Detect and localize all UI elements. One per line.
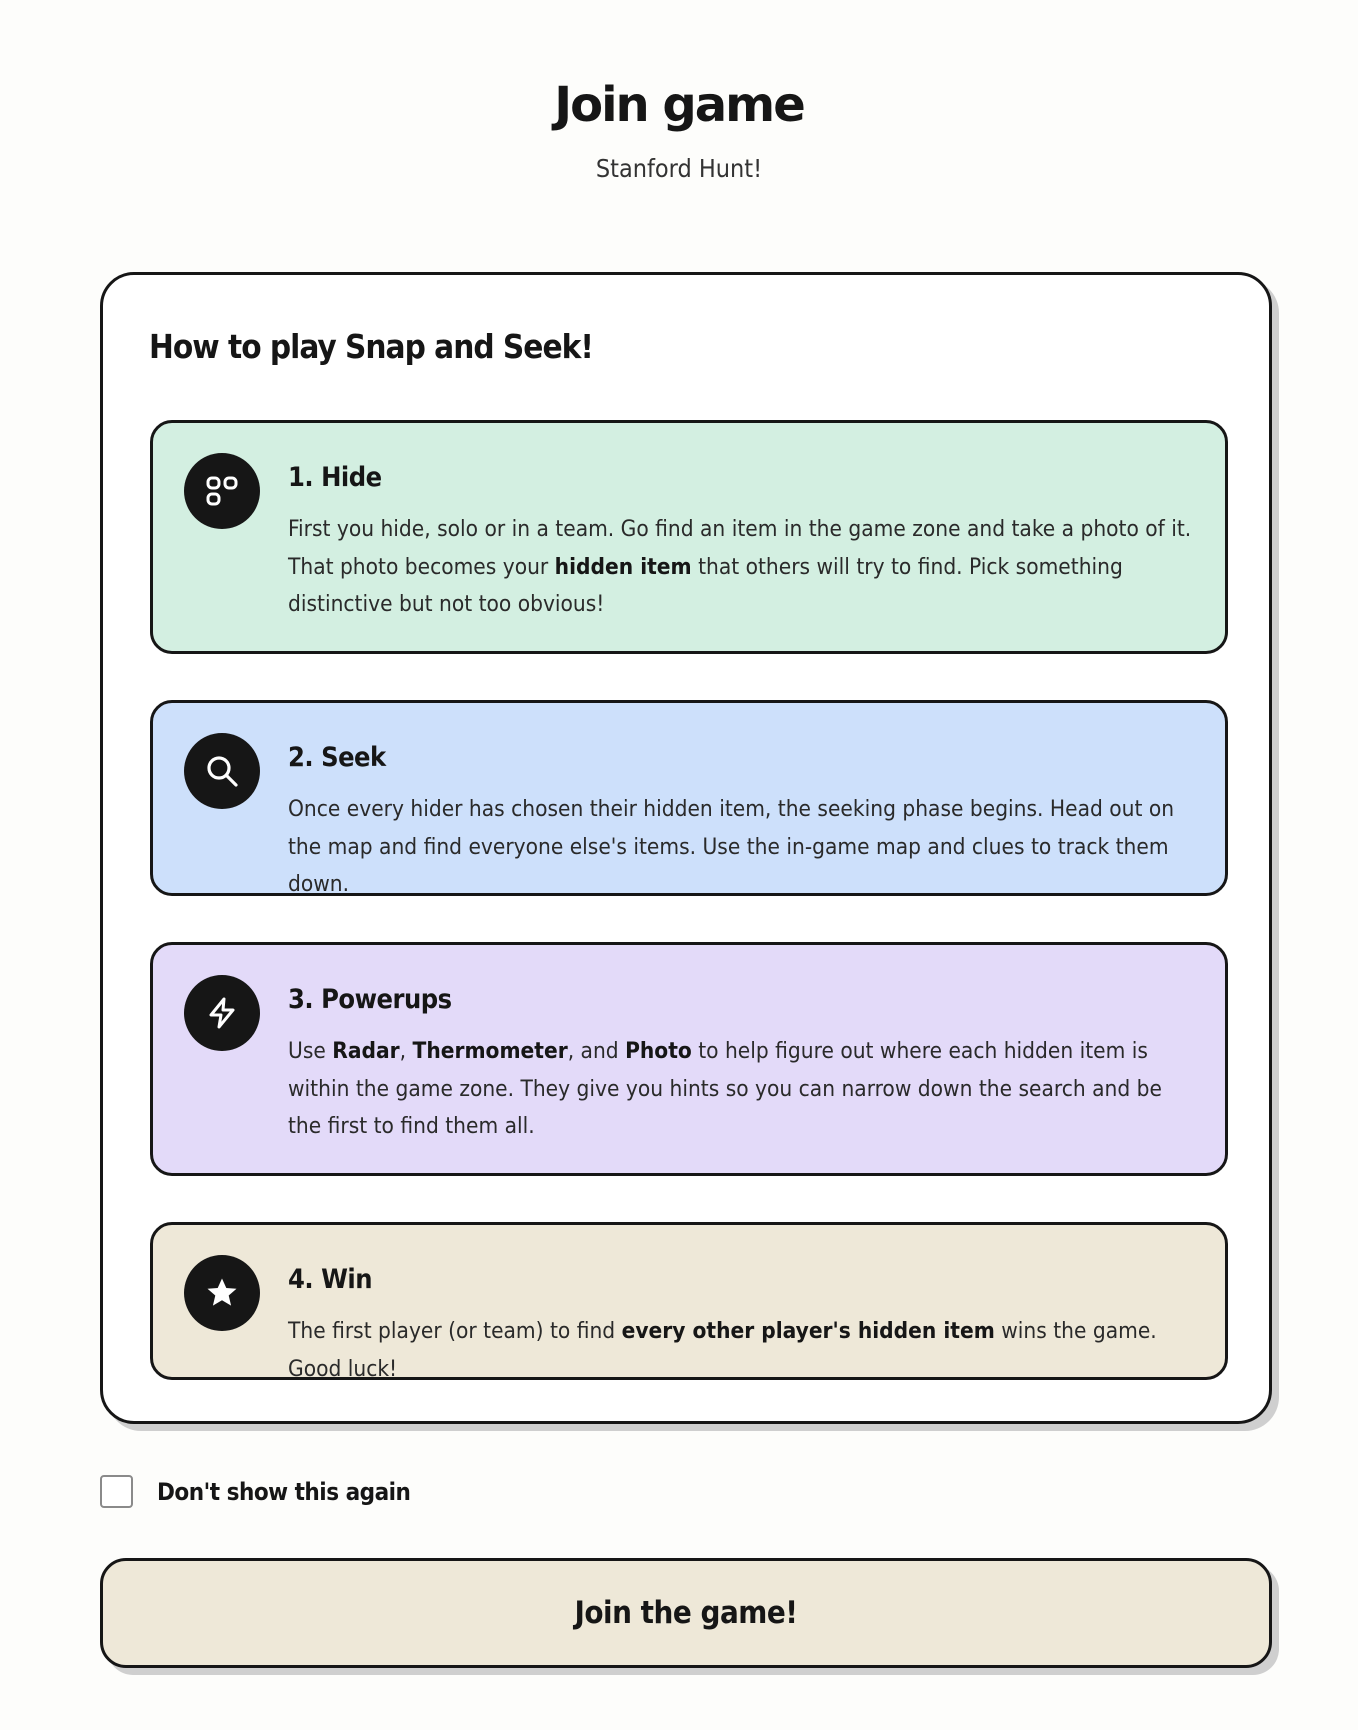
search-icon [184, 733, 260, 809]
step-hide [150, 420, 1228, 654]
description-text: Once every hider has chosen their hidden item, the seeking phase begins. Head out on the map and find everyone else's items. Use the in-game map and clues to track them down. [288, 796, 1175, 897]
emphasis-text: hidden item [554, 553, 692, 580]
description-text: The first player (or team) to find [288, 1318, 622, 1344]
how-to-play-card [100, 272, 1272, 1424]
description-text: to help figure out where each hidden item is within the game zone. They give you hints so you can narrow down the search and be the first to find them all. [288, 1038, 1162, 1139]
description-text: , and [567, 1038, 626, 1064]
page-subtitle: Stanford Hunt! [595, 154, 763, 183]
step-description [288, 1033, 1198, 1146]
dont-show-again-checkbox[interactable] [100, 1475, 133, 1508]
description-text: Use [288, 1038, 333, 1064]
emphasis-text: Photo [625, 1038, 692, 1064]
step-seek [150, 700, 1228, 896]
page-title: Join game [554, 77, 804, 133]
step-title: 1. Hide [288, 462, 382, 493]
step-title: 4. Win [288, 1264, 372, 1295]
emphasis-text: Thermometer [412, 1038, 568, 1064]
lightning-icon [184, 975, 260, 1051]
dont-show-again-label[interactable]: Don't show this again [157, 1477, 411, 1506]
description-text: that others will try to find. Pick something distinctive but not too obvious! [288, 553, 1123, 617]
step-description [288, 791, 1198, 904]
emphasis-text: Radar [332, 1038, 400, 1064]
step-title: 3. Powerups [288, 984, 452, 1015]
join-game-button[interactable]: Join the game! [100, 1558, 1272, 1668]
step-description [288, 511, 1198, 624]
description-text: wins the game. Good luck! [288, 1318, 1157, 1382]
star-icon [184, 1255, 260, 1331]
hide-icon [184, 453, 260, 529]
page-header [0, 0, 1358, 184]
emphasis-text: every other player's hidden item [621, 1318, 995, 1344]
description-text: , [399, 1038, 413, 1064]
description-text: First you hide, solo or in a team. Go find an item in the game zone and take a photo of it. That photo becomes your [288, 516, 1192, 580]
dont-show-again-row[interactable] [100, 1475, 410, 1508]
step-powerups [150, 942, 1228, 1176]
how-to-play-title: How to play Snap and Seek! [149, 327, 593, 366]
step-description [288, 1313, 1198, 1388]
step-win [150, 1222, 1228, 1380]
step-title: 2. Seek [288, 742, 386, 773]
